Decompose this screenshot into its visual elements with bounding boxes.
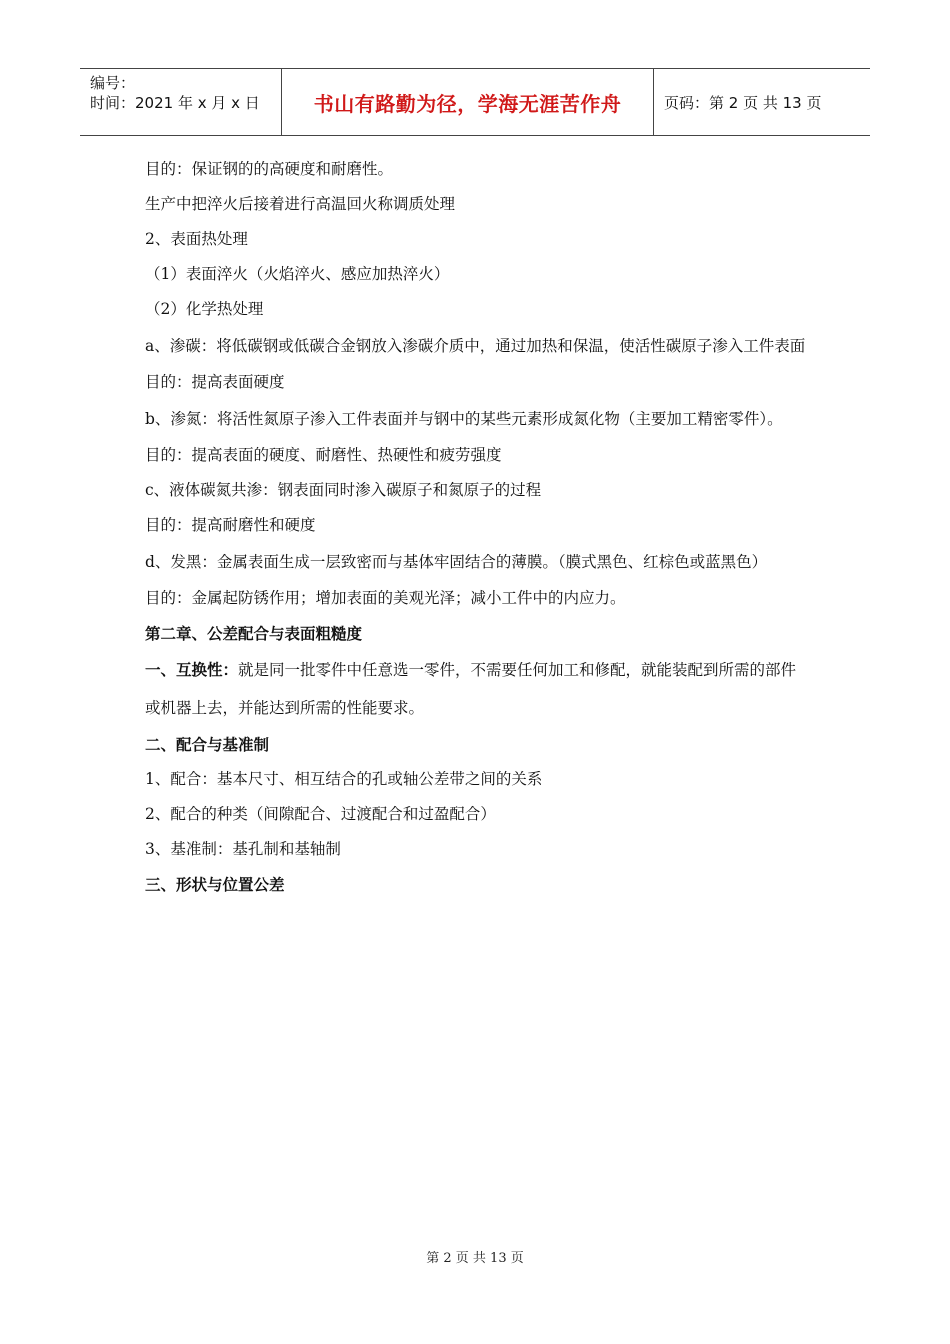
paragraph: 目的：金属起防锈作用；增加表面的美观光泽；减小工件中的内应力。 [145, 589, 626, 607]
paragraph: b、渗氮：将活性氮原子渗入工件表面并与钢中的某些元素形成氮化物（主要加工精密零件）。 [145, 410, 783, 428]
paragraph: 目的：保证钢的的高硬度和耐磨性。 [145, 160, 394, 178]
paragraph [145, 651, 810, 727]
interchangeability-heading: 一、互换性： [145, 660, 239, 679]
list-item: 3、基准制：基孔制和基轴制 [145, 840, 341, 858]
header-meta [80, 69, 282, 135]
chapter-heading: 第二章、公差配合与表面粗糙度 [145, 624, 363, 643]
paragraph: c、液体碳氮共渗：钢表面同时渗入碳原子和氮原子的过程 [145, 481, 542, 499]
paragraph: d、发黑：金属表面生成一层致密而与基体牢固结合的薄膜。（膜式黑色、红棕色或蓝黑色） [145, 553, 768, 571]
paragraph: 生产中把淬火后接着进行高温回火称调质处理 [145, 195, 456, 213]
section-heading: 三、形状与位置公差 [145, 875, 285, 894]
paragraph: 目的：提高耐磨性和硬度 [145, 516, 316, 534]
list-item: （1）表面淬火（火焰淬火、感应加热淬火） [145, 265, 450, 283]
interchangeability-text: 就是同一批零件中任意选一零件，不需要任何加工和修配，就能装配到所需的部件或机器上去，并能达到所需的性能要求。 [145, 661, 797, 717]
section-heading: 2、表面热处理 [145, 230, 248, 248]
paragraph: a、渗碳：将低碳钢或低碳合金钢放入渗碳介质中，通过加热和保温，使活性碳原子渗入工件表面 [145, 337, 806, 355]
document-number-label: 编号： [90, 74, 136, 92]
page-footer: 第 2 页 共 13 页 [426, 1251, 524, 1266]
document-body [145, 152, 810, 902]
list-item: 2、配合的种类（间隙配合、过渡配合和过盈配合） [145, 805, 496, 823]
section-heading: 二、配合与基准制 [145, 735, 270, 754]
list-item: 1、配合：基本尺寸、相互结合的孔或轴公差带之间的关系 [145, 770, 543, 788]
document-date: 时间：2021 年 x 月 x 日 [90, 94, 260, 112]
paragraph: 目的：提高表面的硬度、耐磨性、热硬性和疲劳强度 [145, 446, 502, 464]
list-item: （2）化学热处理 [145, 300, 264, 318]
header-page-info: 页码：第 2 页 共 13 页 [664, 93, 822, 112]
paragraph: 目的：提高表面硬度 [145, 373, 285, 391]
page-header [80, 68, 870, 136]
header-motto: 书山有路勤为径，学海无涯苦作舟 [282, 69, 654, 135]
